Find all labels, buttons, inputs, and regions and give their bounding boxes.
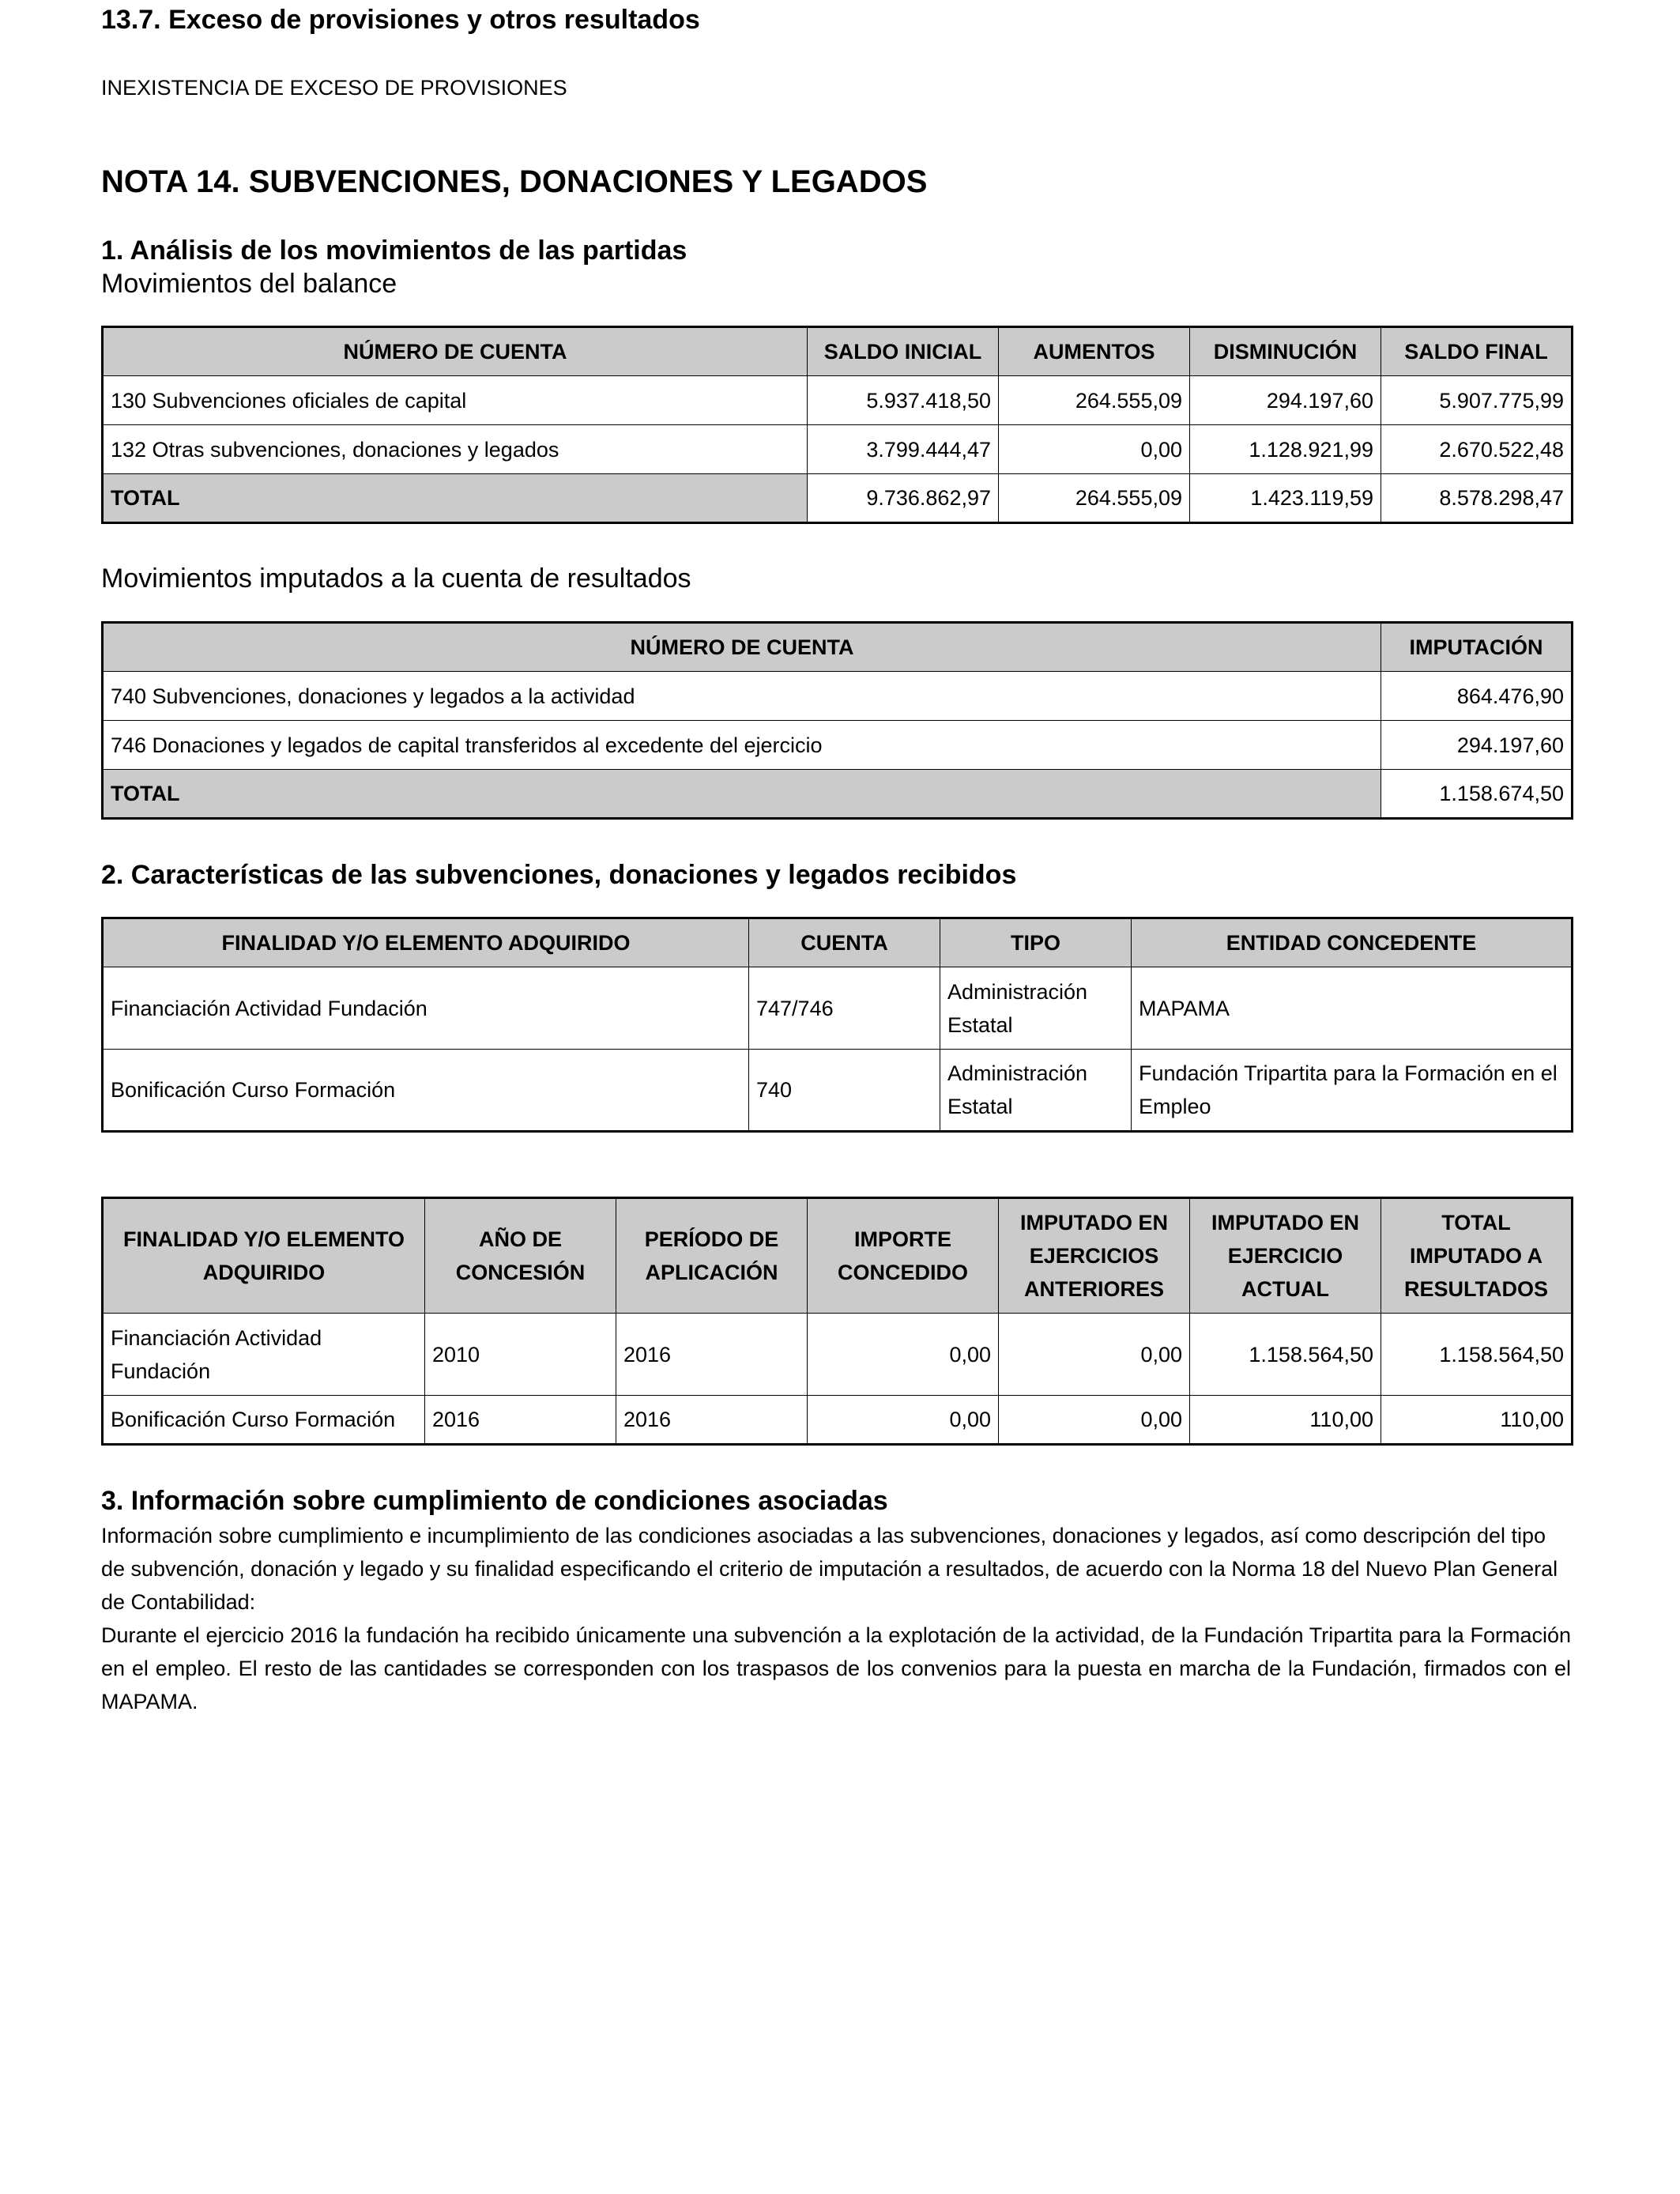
column-header: TOTAL IMPUTADO A RESULTADOS (1381, 1198, 1573, 1314)
value-cell: 0,00 (999, 425, 1190, 474)
section-3-body (101, 1519, 1571, 1718)
application-period-cell: 2016 (616, 1396, 808, 1445)
total-label: TOTAL (103, 770, 1381, 819)
table-row (103, 721, 1573, 770)
section-13-7-title: 13.7. Exceso de provisiones y otros resultados (101, 5, 700, 35)
application-period-cell: 2016 (616, 1314, 808, 1396)
column-header: IMPUTADO EN EJERCICIO ACTUAL (1190, 1198, 1381, 1314)
column-header: SALDO FINAL (1381, 327, 1573, 376)
total-value: 1.423.119,59 (1190, 474, 1381, 523)
value-cell: 0,00 (808, 1314, 999, 1396)
column-header: NÚMERO DE CUENTA (103, 623, 1381, 672)
section-1-title: 1. Análisis de los movimientos de las partidas (101, 236, 687, 266)
purpose-cell: Bonificación Curso Formación (103, 1396, 425, 1445)
total-value: 264.555,09 (999, 474, 1190, 523)
purpose-cell: Financiación Actividad Fundación (103, 1314, 425, 1396)
total-label: TOTAL (103, 474, 808, 523)
table-row (103, 376, 1573, 425)
total-value: 8.578.298,47 (1381, 474, 1573, 523)
value-cell: 1.158.564,50 (1381, 1314, 1573, 1396)
value-cell: 0,00 (999, 1396, 1190, 1445)
column-header: IMPORTE CONCEDIDO (808, 1198, 999, 1314)
no-excess-provisions-note: INEXISTENCIA DE EXCESO DE PROVISIONES (101, 76, 567, 100)
value-cell: 1.158.564,50 (1190, 1314, 1381, 1396)
results-movements-subtitle: Movimientos imputados a la cuenta de resultados (101, 564, 691, 594)
table-row (103, 1396, 1573, 1445)
value-cell: 3.799.444,47 (808, 425, 999, 474)
purpose-cell: Financiación Actividad Fundación (103, 967, 749, 1050)
value-cell: 110,00 (1190, 1396, 1381, 1445)
value-cell: 264.555,09 (999, 376, 1190, 425)
total-value: 1.158.674,50 (1381, 770, 1573, 819)
value-cell: 0,00 (808, 1396, 999, 1445)
account-cell: 747/746 (749, 967, 940, 1050)
value-cell: 1.128.921,99 (1190, 425, 1381, 474)
table-row (103, 672, 1573, 721)
table-header-row (103, 623, 1573, 672)
column-header: DISMINUCIÓN (1190, 327, 1381, 376)
column-header: FINALIDAD Y/O ELEMENTO ADQUIRIDO (103, 918, 749, 967)
value-cell: 5.937.418,50 (808, 376, 999, 425)
table-header-row (103, 918, 1573, 967)
column-header: FINALIDAD Y/O ELEMENTO ADQUIRIDO (103, 1198, 425, 1314)
value-cell: 110,00 (1381, 1396, 1573, 1445)
column-header: NÚMERO DE CUENTA (103, 327, 808, 376)
account-cell: 132 Otras subvenciones, donaciones y legados (103, 425, 808, 474)
column-header: SALDO INICIAL (808, 327, 999, 376)
column-header: IMPUTADO EN EJERCICIOS ANTERIORES (999, 1198, 1190, 1314)
nota-14-title: NOTA 14. SUBVENCIONES, DONACIONES Y LEGADOS (101, 164, 928, 199)
table-row (103, 967, 1573, 1050)
column-header: IMPUTACIÓN (1381, 623, 1573, 672)
grant-year-cell: 2010 (425, 1314, 616, 1396)
column-header: AUMENTOS (999, 327, 1190, 376)
account-cell: 740 (749, 1050, 940, 1132)
column-header: CUENTA (749, 918, 940, 967)
account-cell: 130 Subvenciones oficiales de capital (103, 376, 808, 425)
column-header: AÑO DE CONCESIÓN (425, 1198, 616, 1314)
total-value: 9.736.862,97 (808, 474, 999, 523)
value-cell: 0,00 (999, 1314, 1190, 1396)
section-3-title: 3. Información sobre cumplimiento de condiciones asociadas (101, 1486, 888, 1516)
type-cell: Administración Estatal (940, 967, 1132, 1050)
fiscal-year-paragraph: Durante el ejercicio 2016 la fundación ha recibido únicamente una subvención a la explotación de la actividad, de la Fundación Tripartita para la Formación en el empleo. El resto de las cantidades se corresponden con los traspasos de los convenios para la puesta en marcha de la Fundación, firmados con el MAPAMA. (101, 1623, 1571, 1713)
amounts-table (101, 1197, 1573, 1446)
account-cell: 746 Donaciones y legados de capital transferidos al excedente del ejercicio (103, 721, 1381, 770)
column-header: PERÍODO DE APLICACIÓN (616, 1198, 808, 1314)
type-cell: Administración Estatal (940, 1050, 1132, 1132)
value-cell: 294.197,60 (1190, 376, 1381, 425)
table-row (103, 1314, 1573, 1396)
grant-year-cell: 2016 (425, 1396, 616, 1445)
table-header-row (103, 1198, 1573, 1314)
value-cell: 294.197,60 (1381, 721, 1573, 770)
account-cell: 740 Subvenciones, donaciones y legados a la actividad (103, 672, 1381, 721)
column-header: TIPO (940, 918, 1132, 967)
table-header-row (103, 327, 1573, 376)
purpose-cell: Bonificación Curso Formación (103, 1050, 749, 1132)
balance-movements-subtitle: Movimientos del balance (101, 269, 397, 299)
balance-movements-table (101, 326, 1573, 524)
total-row (103, 474, 1573, 523)
column-header: ENTIDAD CONCEDENTE (1132, 918, 1573, 967)
value-cell: 864.476,90 (1381, 672, 1573, 721)
results-movements-table (101, 621, 1573, 820)
value-cell: 2.670.522,48 (1381, 425, 1573, 474)
characteristics-table (101, 917, 1573, 1133)
table-row (103, 425, 1573, 474)
conditions-paragraph: Información sobre cumplimiento e incumplimiento de las condiciones asociadas a las subvenciones, donaciones y legados, así como descripción del tipo de subvención, donación y legado y su finalidad especificando el criterio de imputación a resultados, de acuerdo con la Norma 18 del Nuevo Plan General de Contabilidad: (101, 1524, 1558, 1614)
section-2-title: 2. Características de las subvenciones, donaciones y legados recibidos (101, 860, 1017, 890)
total-row (103, 770, 1573, 819)
granting-entity-cell: Fundación Tripartita para la Formación en el Empleo (1132, 1050, 1573, 1132)
granting-entity-cell: MAPAMA (1132, 967, 1573, 1050)
table-row (103, 1050, 1573, 1132)
value-cell: 5.907.775,99 (1381, 376, 1573, 425)
